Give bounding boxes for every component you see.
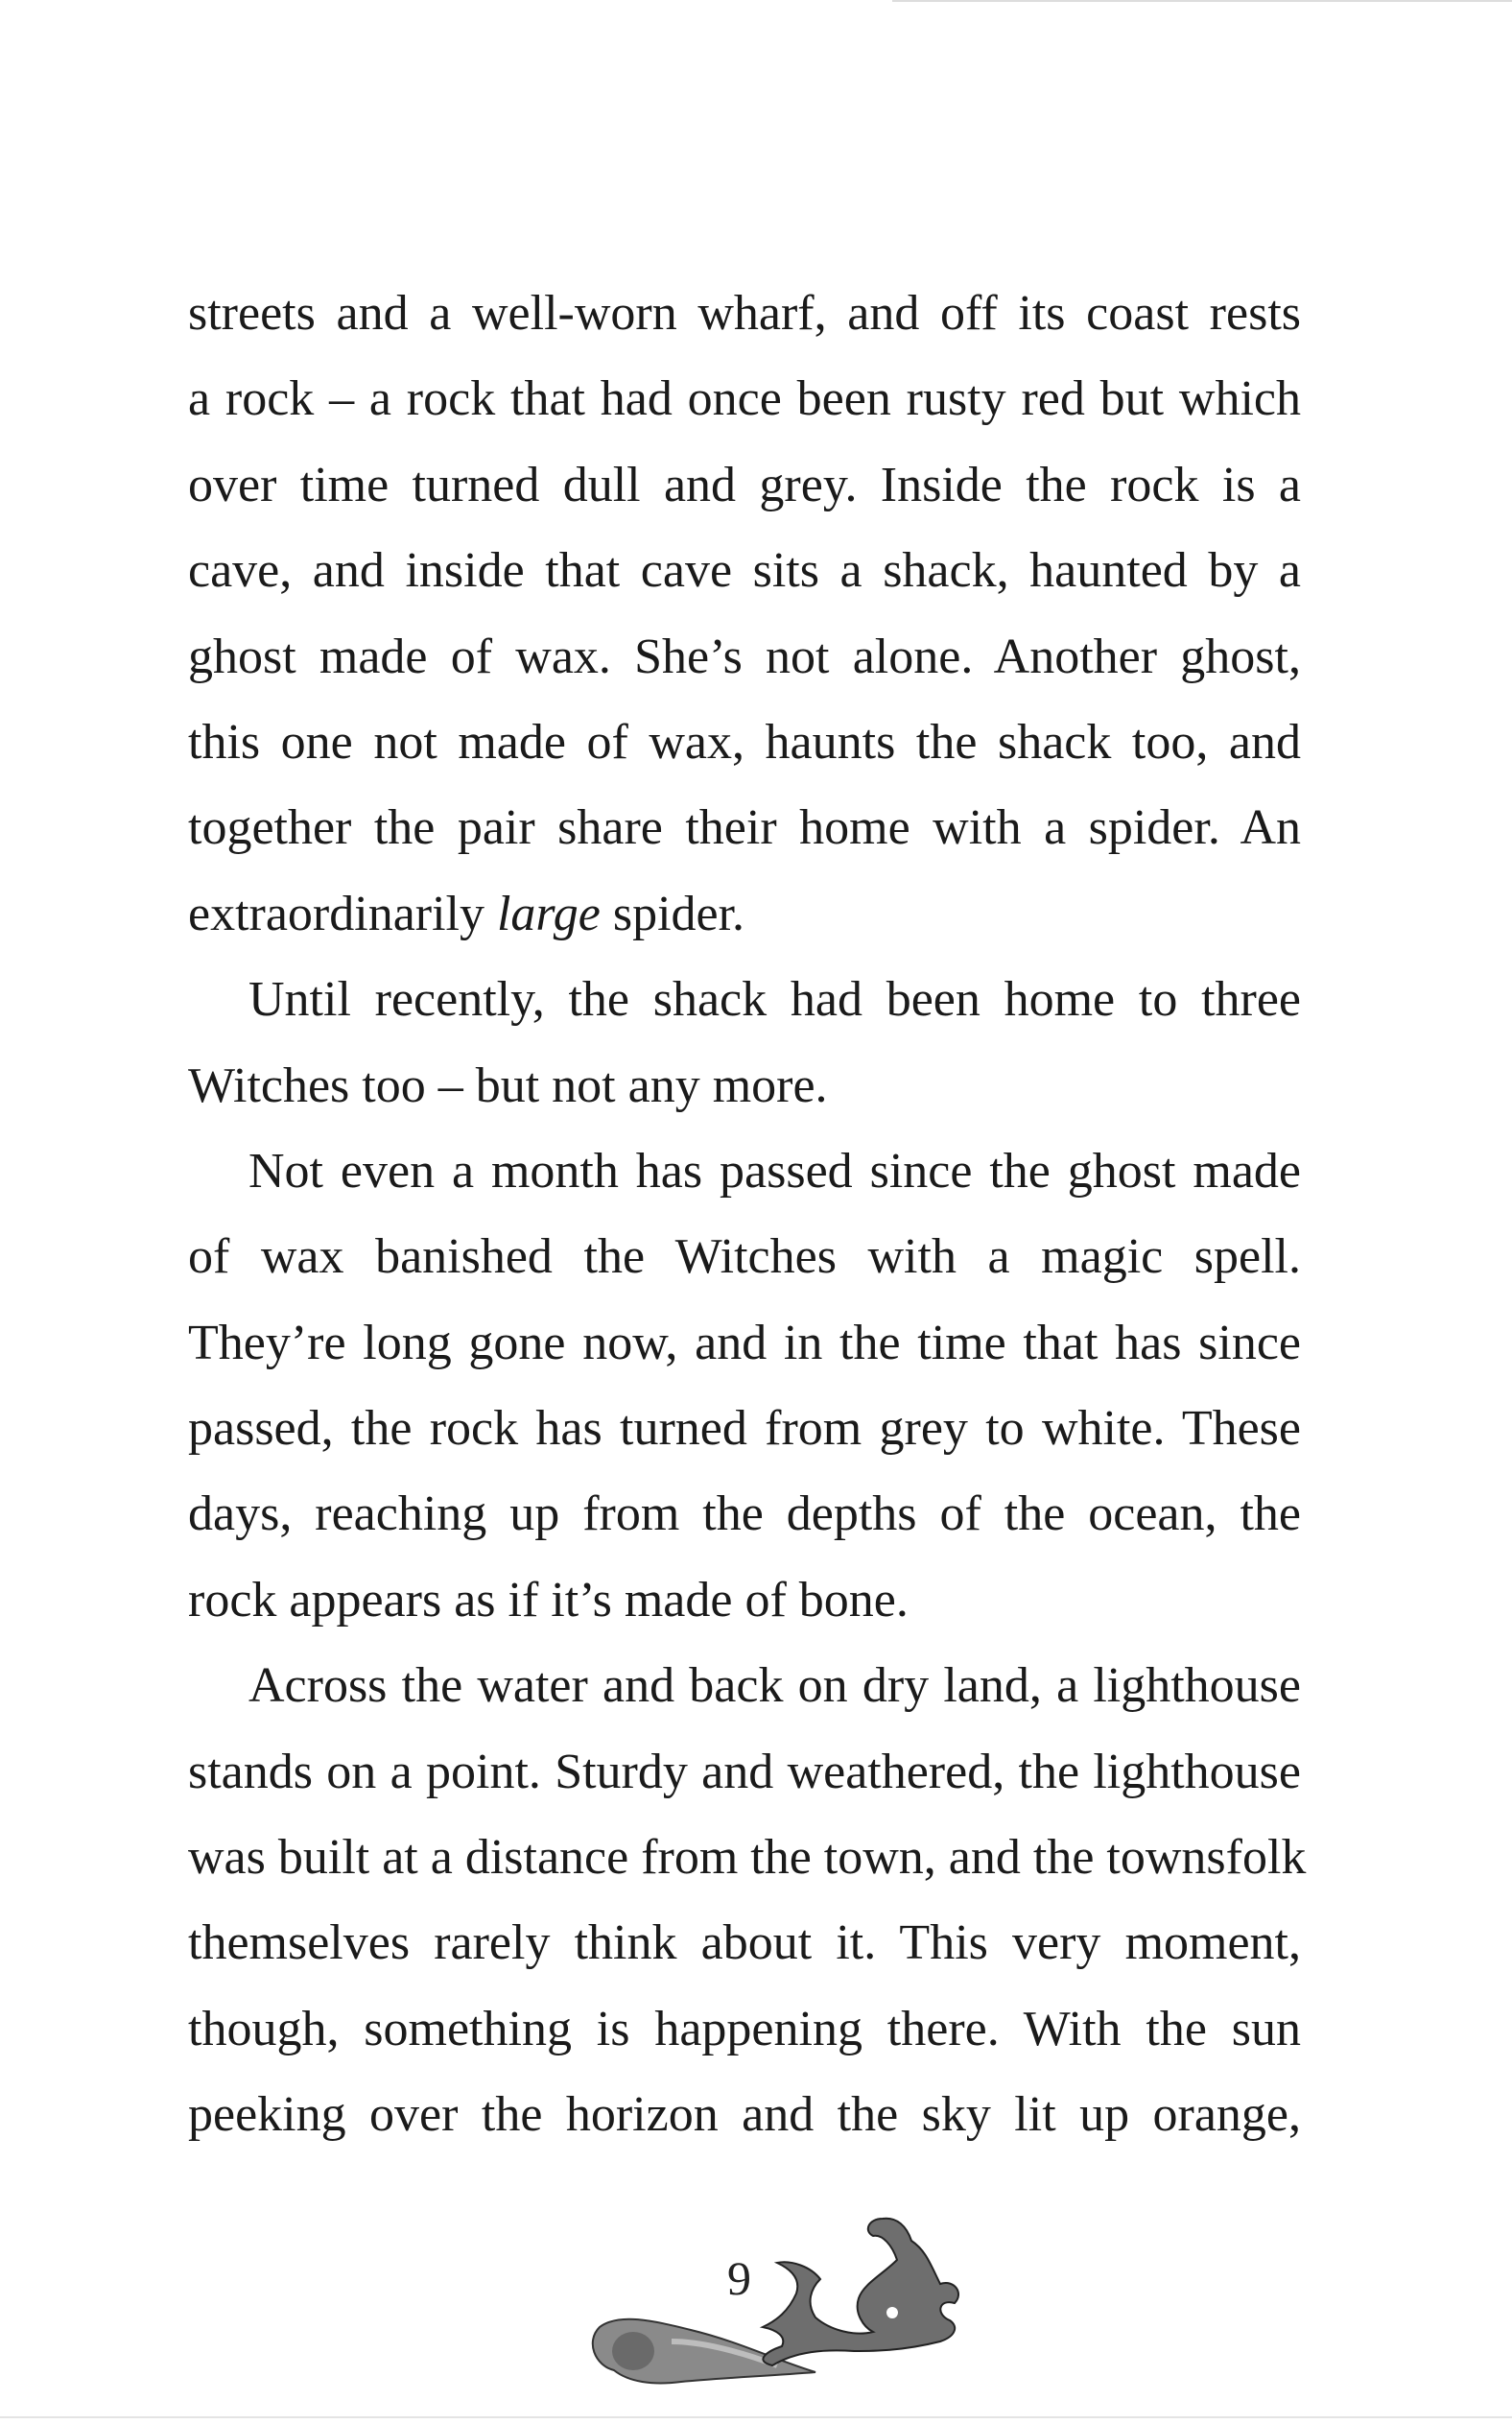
- text-line: together the pair share their home with a spider. An: [188, 800, 1301, 856]
- text-line: days, reaching up from the depths of the ocean, the: [188, 1486, 1301, 1542]
- text-line: peeking over the horizon and the sky lit up orange,: [188, 2087, 1301, 2143]
- text-line: They’re long gone now, and in the time that has since: [188, 1315, 1301, 1370]
- text-line: though, something is happening there. With the sun: [188, 2001, 1301, 2056]
- text-line: of wax banished the Witches with a magic spell.: [188, 1229, 1301, 1285]
- page-edge: [0, 2416, 1512, 2418]
- text-line: themselves rarely think about it. This very moment,: [188, 1915, 1301, 1971]
- text-line: passed, the rock has turned from grey to white. These: [188, 1401, 1301, 1457]
- text-line: was built at a distance from the town, and the townsfolk: [188, 1830, 1307, 1886]
- body-text: [188, 271, 1307, 2158]
- text-line: stands on a point. Sturdy and weathered, the lighthouse: [188, 1744, 1301, 1799]
- text-line: Witches too – but not any more.: [188, 1058, 828, 1113]
- wave-ornament-icon: [576, 2207, 998, 2399]
- text-line: Not even a month has passed since the ghost made: [248, 1143, 1301, 1199]
- emphasis: large: [496, 886, 601, 941]
- page-edge: [892, 0, 1512, 2]
- text-span: spider.: [600, 886, 745, 941]
- page-number: 9: [727, 2251, 751, 2305]
- text-line: Until recently, the shack had been home to three: [248, 972, 1301, 1028]
- text-line: rock appears as if it’s made of bone.: [188, 1572, 909, 1628]
- text-line: ghost made of wax. She’s not alone. Another ghost,: [188, 629, 1301, 684]
- text-line: [188, 871, 1301, 957]
- text-line: over time turned dull and grey. Inside the rock is a: [188, 457, 1301, 512]
- text-line: streets and a well-worn wharf, and off its coast rests: [188, 286, 1301, 341]
- text-line: a rock – a rock that had once been rusty red but which: [188, 371, 1301, 427]
- text-line: this one not made of wax, haunts the shack too, and: [188, 714, 1301, 770]
- text-line: Across the water and back on dry land, a lighthouse: [248, 1658, 1301, 1714]
- text-span: extraordinarily: [188, 886, 497, 941]
- text-line: cave, and inside that cave sits a shack, haunted by a: [188, 543, 1301, 599]
